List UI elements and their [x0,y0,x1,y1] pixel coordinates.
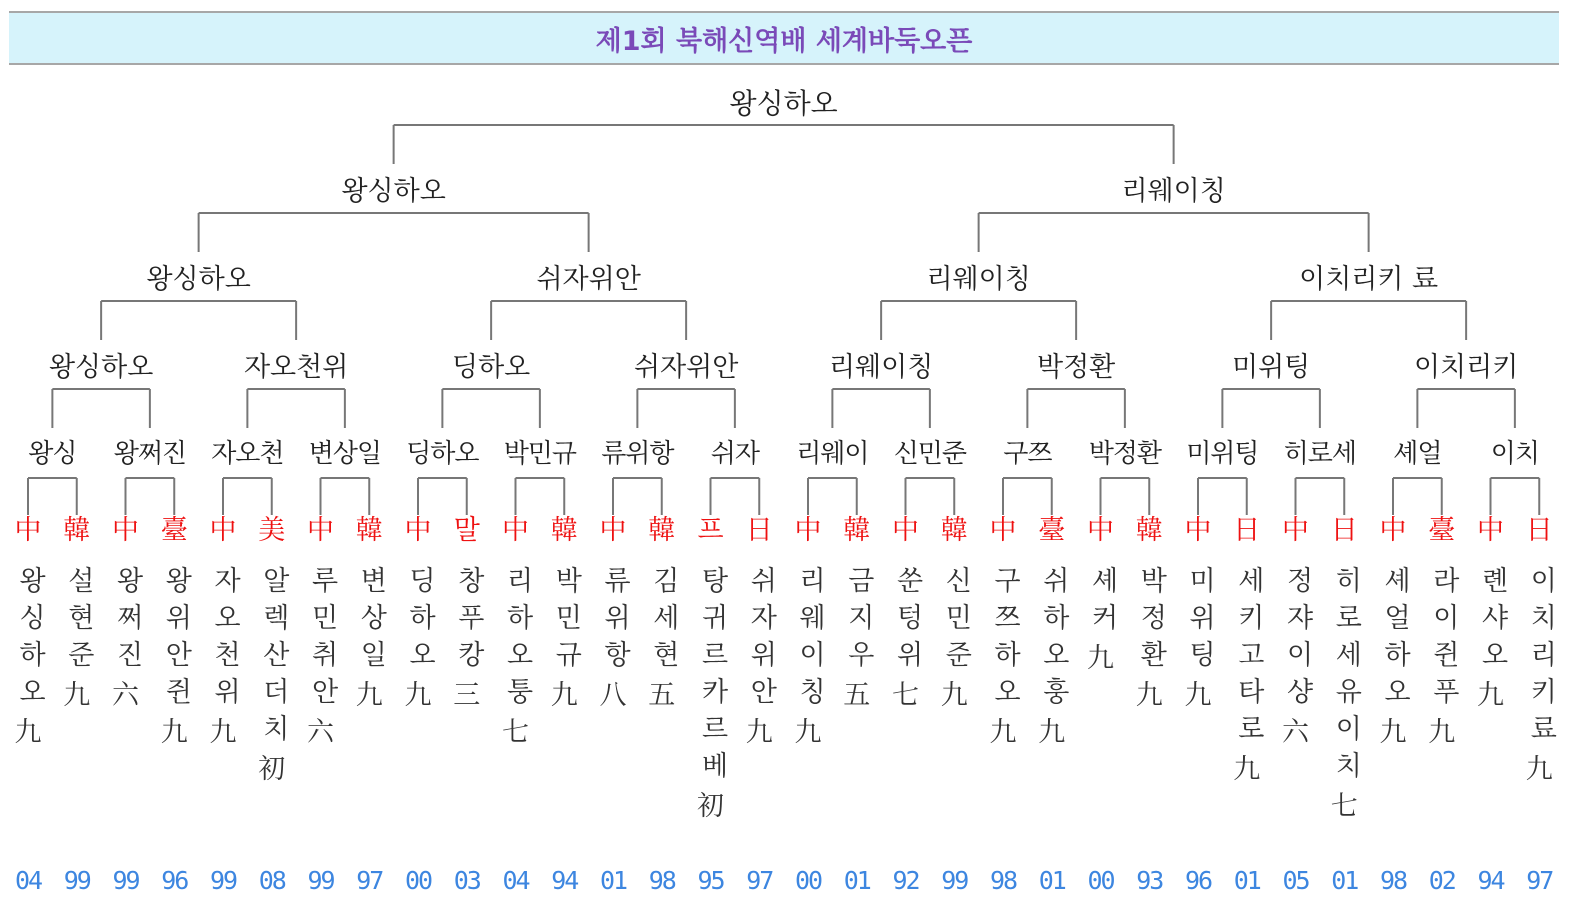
player-nation: 日 [1330,515,1358,546]
player-rank: 五 [648,680,676,711]
player-rank: 九 [745,717,773,748]
quarterfinal-player-name: 쉬자위안 [633,352,739,383]
player-name: 류위항 [599,566,630,677]
player-birth-year: 97 [746,866,773,895]
player-birth-year: 97 [356,866,383,895]
player-entry [157,566,191,751]
player-nation: 韓 [648,515,676,546]
player-entry [889,566,923,714]
player-nation: 中 [14,515,42,546]
player-nation: 中 [112,515,139,546]
round16-player-name: 왕쩌진 [113,439,187,469]
player-name: 이치리키료 [1525,566,1557,751]
player-nation: 韓 [1135,515,1163,546]
player-rank: 初 [258,754,286,785]
player-rank: 七 [892,680,919,711]
round16-player-name: 리웨이 [796,439,869,469]
player-rank: 九 [1428,717,1456,748]
player-birth-year: 99 [63,866,90,895]
round16-player-name: 쉬자 [710,439,759,469]
player-entry [694,566,728,825]
quarterfinal-player-name: 딩하오 [452,352,531,383]
player-name: 롄샤오 [1476,566,1508,677]
player-name: 알렉산더치 [257,566,289,751]
player-birth-year: 01 [843,866,870,895]
player-name: 설현준 [62,566,94,677]
player-entry [450,566,484,714]
player-nation: 韓 [843,515,871,546]
player-rank: 七 [502,717,529,748]
player-nation: 中 [1282,515,1309,546]
player-rank: 九 [209,717,237,748]
player-rank: 五 [843,680,871,711]
player-nation: 中 [404,515,432,546]
round16-player-name: 셰얼 [1393,439,1442,469]
player-name: 세키고타로 [1232,566,1264,751]
quarterfinal-player-name: 자오천위 [243,352,349,383]
quarterfinal-player-name: 미위팅 [1232,352,1311,383]
round16-player-name: 미위팅 [1186,439,1259,469]
semifinal-player-name: 리웨이칭 [926,264,1031,295]
player-birth-year: 94 [1477,866,1504,895]
player-entry [986,566,1020,751]
player-rank: 九 [355,680,383,711]
player-entry [1279,566,1313,751]
player-entry [1181,566,1215,714]
player-birth-year: 97 [1526,866,1553,895]
quarterfinal-player-name: 박정환 [1037,352,1116,383]
player-entry [1230,566,1264,788]
tournament-title: 제1회 북해신역배 세계바둑오픈 [595,25,973,57]
player-birth-year: 98 [648,866,675,895]
final-player-name: 리웨이칭 [1121,176,1226,207]
player-rank: 九 [1087,643,1114,674]
player-birth-year: 94 [551,866,578,895]
player-entry [1035,566,1069,751]
player-rank: 三 [453,680,481,711]
player-entry [1474,566,1508,714]
player-name: 박정환 [1135,566,1167,677]
player-nation: 日 [745,515,773,546]
player-nation: 臺 [1428,515,1456,546]
quarterfinal-player-name: 이치리키 [1413,352,1519,383]
player-nation: 美 [258,515,286,546]
player-nation: 中 [209,515,237,546]
semifinal-player-name: 쉬자위안 [536,264,641,295]
player-birth-year: 98 [1379,866,1407,895]
player-rank: 六 [1282,717,1309,748]
player-name: 박민규 [550,566,582,677]
player-name: 미위팅 [1184,566,1215,677]
player-entry [791,566,825,751]
player-name: 쑨텅위 [891,566,923,677]
player-entry [352,566,386,714]
player-name: 왕쩌진 [111,566,143,677]
player-nation: 日 [1233,515,1261,546]
player-nation: 臺 [160,515,188,546]
player-entry [645,566,679,714]
player-birth-year: 00 [1087,866,1114,895]
player-entry [596,566,630,714]
player-birth-year: 99 [209,866,237,895]
player-name: 라이쥔푸 [1427,566,1459,714]
player-entry [304,566,338,751]
player-birth-year: 02 [1428,866,1455,895]
player-birth-year: 00 [794,866,822,895]
round16-player-name: 박정환 [1088,439,1162,469]
round16-player-name: 이치 [1490,439,1539,469]
player-nation: 韓 [63,515,91,546]
player-rank: 九 [63,680,91,711]
player-entry [547,566,581,714]
round16-player-name: 변상일 [308,439,382,469]
player-birth-year: 99 [941,866,968,895]
player-birth-year: 04 [14,866,42,895]
player-name: 변상일 [355,566,387,677]
player-nation: 臺 [1038,515,1066,546]
player-birth-year: 01 [1038,866,1065,895]
player-nation: 韓 [355,515,383,546]
player-birth-year: 92 [892,866,919,895]
player-name: 딩하오 [404,566,435,677]
round16-player-name: 신민준 [893,439,967,469]
player-birth-year: 00 [404,866,432,895]
player-rank: 九 [550,680,578,711]
player-rank: 初 [697,791,724,822]
player-birth-year: 96 [161,866,188,895]
player-rank: 六 [112,680,139,711]
player-nation: 中 [1379,515,1407,546]
player-entry [206,566,240,751]
player-birth-year: 99 [307,866,334,895]
player-entry [401,566,435,714]
player-rank: 九 [940,680,968,711]
player-name: 탕귀르카르베 [696,566,728,788]
player-rank: 六 [307,717,334,748]
player-name: 셰얼하오 [1379,566,1410,714]
player-name: 쉬하오훙 [1037,566,1069,714]
player-entry [255,566,289,788]
semifinal-player-name: 이치리키 료 [1299,264,1439,295]
player-entry [937,566,971,714]
player-name: 히로세유이치 [1330,566,1362,788]
round16-player-name: 히로세 [1283,439,1357,469]
player-birth-year: 98 [989,866,1017,895]
player-nation: 中 [989,515,1017,546]
player-rank: 九 [1184,680,1212,711]
player-birth-year: 01 [1233,866,1260,895]
player-birth-year: 04 [502,866,529,895]
player-entry [1425,566,1459,751]
player-name: 김세현 [647,566,679,677]
player-name: 루민취안 [306,566,338,714]
player-birth-year: 08 [258,866,285,895]
player-name: 셰커 [1086,566,1118,640]
player-entry [1084,566,1118,677]
player-name: 리하오퉁 [501,566,533,714]
player-rank: 九 [1038,717,1066,748]
player-birth-year: 05 [1282,866,1309,895]
player-name: 구쯔하오 [989,566,1020,714]
round16-player-name: 박민규 [503,439,577,469]
player-nation: 中 [307,515,334,546]
player-name: 신민준 [940,566,972,677]
player-nation: 말 [453,515,480,546]
player-name: 왕싱하오 [14,566,45,714]
semifinal-player-name: 왕싱하오 [146,264,251,295]
player-birth-year: 99 [112,866,139,895]
player-entry [1327,566,1361,825]
player-entry [499,566,533,751]
round16-player-name: 딩하오 [406,439,479,469]
round16-player-name: 류위항 [601,439,674,469]
player-entry [109,566,143,714]
player-rank: 九 [1525,754,1553,785]
player-rank: 九 [404,680,432,711]
player-nation: 中 [892,515,919,546]
player-name: 리웨이칭 [794,566,825,714]
player-rank: 九 [1379,717,1407,748]
player-rank: 九 [1477,680,1504,711]
champion-name: 왕싱하오 [729,87,838,120]
player-rank: 九 [794,717,822,748]
quarterfinal-player-name: 리웨이칭 [828,352,934,383]
player-rank: 七 [1330,791,1358,822]
round16-player-name: 왕싱 [28,439,77,469]
player-birth-year: 01 [1331,866,1358,895]
player-nation: 日 [1525,515,1553,546]
player-nation: 中 [502,515,529,546]
player-nation: 韓 [550,515,578,546]
quarterfinal-player-name: 왕싱하오 [48,352,154,383]
round16-player-name: 자오천 [211,439,284,469]
player-birth-year: 03 [453,866,480,895]
player-nation: 韓 [940,515,968,546]
round16-player-name: 구쯔 [1003,439,1052,469]
player-nation: 中 [1477,515,1504,546]
player-nation: 中 [794,515,822,546]
player-rank: 九 [160,717,188,748]
final-player-name: 왕싱하오 [341,176,446,207]
player-name: 창푸캉 [452,566,484,677]
player-rank: 九 [1233,754,1261,785]
player-name: 정쟈이샹 [1281,566,1313,714]
player-rank: 九 [989,717,1017,748]
player-birth-year: 93 [1136,866,1163,895]
player-name: 왕위안쥔 [160,566,192,714]
player-birth-year: 01 [599,866,627,895]
player-rank: 九 [1135,680,1163,711]
player-birth-year: 95 [697,866,724,895]
player-entry [60,566,94,714]
player-birth-year: 96 [1184,866,1212,895]
player-rank: 八 [599,680,627,711]
player-entry [1522,566,1556,788]
player-entry [1376,566,1410,751]
player-nation: 中 [1184,515,1212,546]
player-name: 자오천위 [209,566,240,714]
player-name: 쉬자위안 [745,566,777,714]
player-entry [11,566,45,751]
player-nation: 프 [697,515,724,546]
player-entry [1132,566,1166,714]
player-rank: 九 [14,717,42,748]
player-name: 금지우 [842,566,874,677]
player-entry [840,566,874,714]
player-nation: 中 [1087,515,1114,546]
player-nation: 中 [599,515,627,546]
player-entry [742,566,776,751]
